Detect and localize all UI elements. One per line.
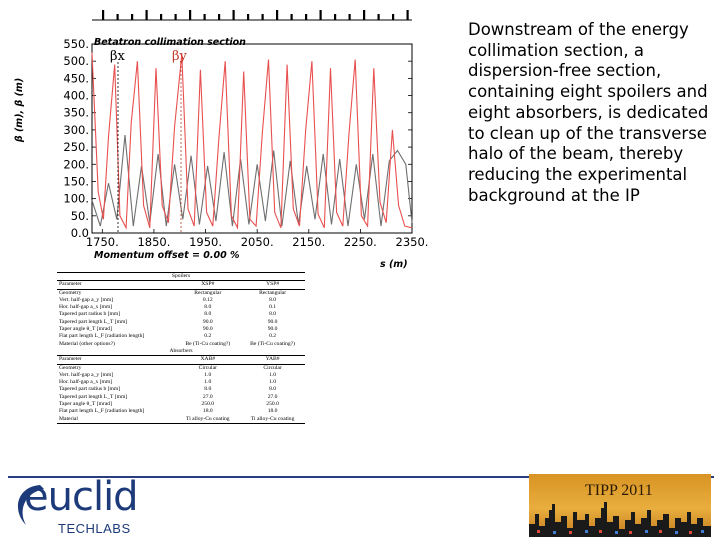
spoiler-row (57, 297, 305, 304)
momentum-offset-annotation: Momentum offset = 0.00 % (94, 250, 240, 261)
absorber-cell: Ti alloy-Cu coating (175, 416, 240, 424)
lattice-magnet (204, 14, 206, 20)
col-header-parameter: Parameter (57, 356, 175, 364)
absorber-cell: 1.0 (204, 371, 212, 378)
spoiler-cell: Rectangular (259, 289, 287, 296)
spoiler-row (57, 333, 305, 340)
lattice-magnet (291, 14, 293, 20)
lattice-magnet (160, 14, 162, 20)
spoilers-title: Spoilers (57, 273, 305, 281)
spoiler-row (57, 326, 305, 333)
absorber-row (57, 372, 305, 379)
y-tick-label: 450. (63, 71, 89, 86)
y-tick-label: 150. (63, 174, 89, 189)
y-tick-label: 0.0 (70, 226, 89, 240)
x-tick-label: 1950. (189, 235, 223, 249)
lattice-magnet (146, 10, 148, 20)
spoiler-cell: Be (Ti-Cu coating?) (250, 340, 296, 347)
spoiler-cell: Tapered part radius b [mm] (59, 311, 121, 318)
spoiler-cell: 8.0 (269, 311, 277, 318)
col-header-ysp: YSP# (240, 281, 305, 289)
slide-body-text: Downstream of the energy collimation section, a dispersion-free section, containing eight spoilers and eight absorbers, is dedicated to clean up of the transverse halo of the beam, thereby reducing the experimental background at the IP (468, 20, 709, 205)
absorber-cell: 1.0 (204, 379, 212, 386)
spoiler-row (57, 311, 305, 318)
spoiler-cell: Flat part length L_F [radiation length] (59, 333, 145, 340)
spoiler-cell: Rectangular (194, 289, 222, 296)
y-tick-label: 50. (70, 208, 89, 223)
lattice-magnet (305, 14, 307, 20)
absorber-cell: Tapered part radius b [mm] (59, 386, 121, 393)
spoiler-cell: Hor. half-gap a_x [mm] (59, 304, 113, 311)
absorber-cell: Hor. half-gap a_x [mm] (59, 379, 113, 386)
spoiler-cell: 0.2 (204, 333, 212, 340)
lattice-magnet (218, 14, 220, 20)
spoiler-cell: 0.1 (269, 304, 277, 311)
absorber-cell: Ti alloy-Cu coating (240, 416, 305, 424)
spoiler-cell: Tapered part length L_T [mm] (59, 318, 128, 325)
spoiler-cell: Geometry (59, 289, 82, 296)
lattice-magnet (131, 14, 133, 20)
lattice-magnet (189, 10, 191, 20)
absorber-row (57, 386, 305, 393)
lattice-magnet (392, 14, 394, 20)
spoiler-cell: 90.0 (202, 326, 213, 333)
lattice-magnet (407, 10, 409, 20)
lattice-magnet (349, 14, 351, 20)
absorber-cell: 8.0 (204, 386, 212, 393)
absorber-cell: 27.0 (202, 393, 213, 400)
y-tick-label: 100. (63, 191, 89, 206)
spoiler-cell: 90.0 (267, 326, 278, 333)
y-axis-label: β (m), β (m) (14, 77, 25, 143)
x-tick-label: 2250. (343, 235, 377, 249)
parameter-table (57, 272, 305, 424)
beta-function-chart (0, 0, 450, 270)
lattice-magnet (175, 14, 177, 20)
absorber-row (57, 394, 305, 401)
absorber-cell: Taper angle θ_T [mrad] (59, 401, 112, 408)
lattice-magnet (320, 10, 322, 20)
spoiler-cell: Taper angle θ_T [mrad] (59, 326, 112, 333)
absorber-cell: Material (57, 416, 175, 424)
absorber-row (57, 401, 305, 408)
legend-label-beta-x: βx (110, 49, 125, 64)
euclid-logo-text: euclid (24, 474, 138, 520)
y-tick-label: 400. (63, 88, 89, 103)
absorber-row (57, 364, 305, 372)
y-tick-label: 300. (63, 122, 89, 137)
absorber-cell: 250.0 (201, 401, 215, 408)
legend-label-beta-y: βy (172, 49, 187, 64)
col-header-parameter: Parameter (57, 281, 175, 289)
euclid-logo-subtext: TECHLABS (58, 521, 131, 536)
absorber-cell: 1.0 (269, 379, 277, 386)
absorber-cell: 1.0 (269, 371, 277, 378)
lattice-magnet (276, 10, 278, 20)
x-tick-label: 1750. (85, 235, 119, 249)
lattice-magnet (233, 10, 235, 20)
lattice-magnet (262, 14, 264, 20)
spoiler-cell: 0.12 (202, 296, 213, 303)
x-tick-label: 2150. (292, 235, 326, 249)
spoiler-cell: Be (Ti-Cu coating?) (185, 340, 231, 347)
lattice-magnet (102, 10, 104, 20)
absorber-cell: Flat part length L_F [radiation length] (59, 408, 145, 415)
absorber-cell: 18.0 (267, 408, 278, 415)
absorber-cell: 250.0 (266, 401, 279, 408)
spoiler-table-section (57, 273, 305, 348)
col-header-xsp: XSP# (175, 281, 240, 289)
y-tick-label: 250. (63, 140, 89, 155)
col-header-xab: XAB# (175, 356, 240, 364)
y-tick-label: 500. (63, 54, 89, 69)
tipp-conference-logo (529, 474, 711, 537)
absorber-cell: 18.0 (202, 408, 213, 415)
series-line-beta-x (92, 135, 412, 226)
spoiler-cell: 8.0 (204, 304, 212, 311)
spoiler-cell: Material (other options?) (59, 340, 115, 347)
absorber-row (57, 408, 305, 415)
x-tick-label: 2050. (240, 235, 274, 249)
absorber-row (57, 416, 305, 424)
absorbers-title: Absorbers (57, 348, 305, 356)
spoiler-row (57, 304, 305, 311)
absorber-cell: 27.0 (267, 393, 278, 400)
spoiler-row (57, 319, 305, 326)
absorber-cell: 8.0 (269, 386, 277, 393)
lattice-magnet (117, 14, 119, 20)
col-header-yab: YAB# (240, 356, 305, 364)
lattice-magnet (334, 14, 336, 20)
spoiler-row (57, 289, 305, 297)
lattice-magnet (378, 14, 380, 20)
absorber-cell: Tapered part length L_T [mm] (59, 393, 128, 400)
spoiler-cell: 90.0 (202, 318, 213, 325)
y-tick-label: 350. (63, 105, 89, 120)
x-axis-label: s (m) (380, 259, 408, 270)
lattice-magnet (363, 10, 365, 20)
chart-title: Betatron collimation section (94, 37, 246, 48)
x-tick-label: 1850. (137, 235, 171, 249)
absorber-table-section (57, 348, 305, 423)
spoiler-cell: 8.0 (204, 311, 212, 318)
spoiler-cell: Vert. half-gap a_y [mm] (59, 296, 114, 303)
absorber-cell: Vert. half-gap a_y [mm] (59, 371, 114, 378)
x-tick-label: 2350. (395, 235, 429, 249)
tipp-title: TIPP 2011 (585, 482, 653, 499)
lattice-magnet (247, 14, 249, 20)
absorber-row (57, 379, 305, 386)
spoiler-cell: 90.0 (267, 318, 278, 325)
absorber-cell: Geometry (59, 364, 82, 371)
y-tick-label: 550. (63, 37, 89, 51)
absorber-cell: Circular (263, 364, 282, 371)
absorber-cell: Circular (198, 364, 217, 371)
spoiler-cell: 0.2 (269, 333, 277, 340)
y-tick-label: 200. (63, 157, 89, 172)
spoiler-cell: 8.0 (269, 296, 277, 303)
spoiler-row (57, 341, 305, 348)
